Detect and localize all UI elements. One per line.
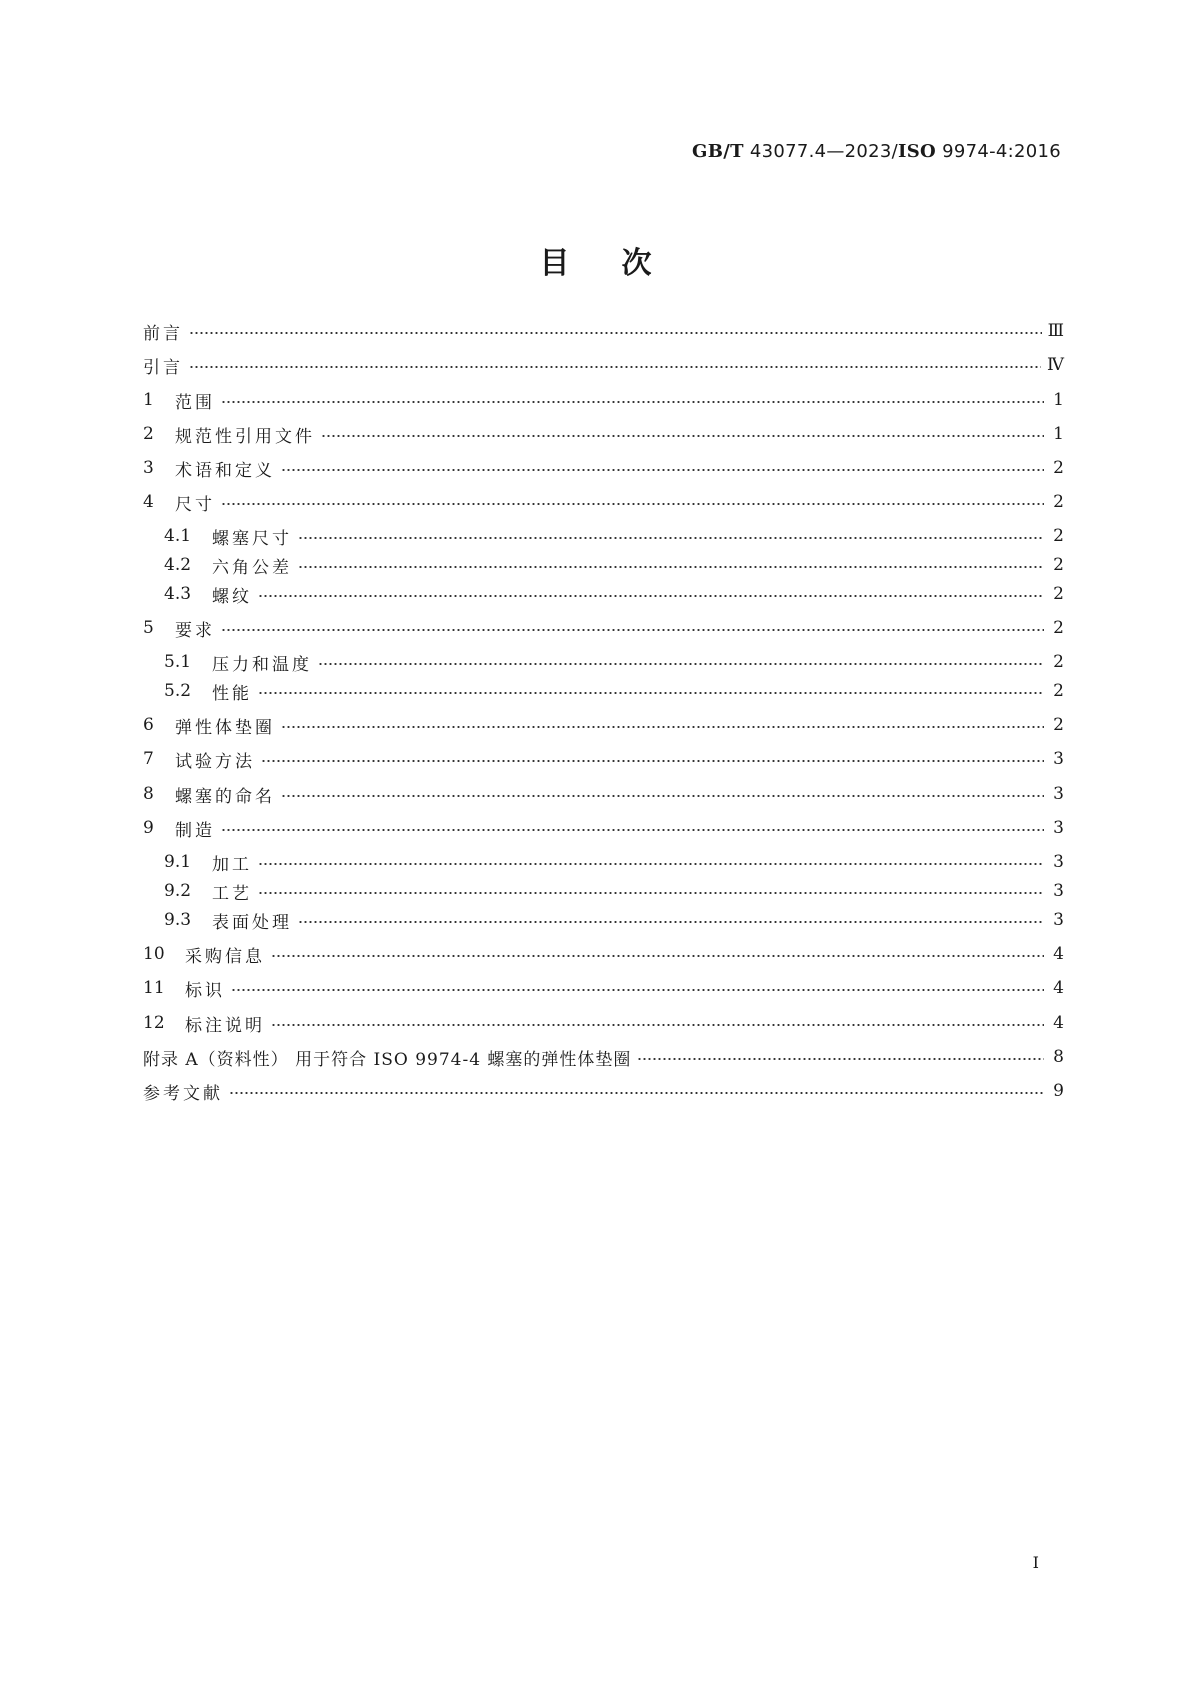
toc-entry-page: 3 — [1053, 910, 1064, 930]
toc-entry-test-methods[interactable] — [143, 744, 1064, 774]
toc-entry-page: 3 — [1053, 784, 1064, 804]
toc-entry-annex-a[interactable] — [143, 1042, 1064, 1072]
toc-entry-page: 2 — [1053, 555, 1064, 575]
dot-leader — [221, 503, 1044, 505]
toc-entry-performance[interactable] — [143, 676, 1064, 706]
toc-entry-label: 参考文献 — [143, 1083, 223, 1104]
dot-leader — [298, 921, 1044, 923]
toc-entry-page: 3 — [1053, 818, 1064, 838]
toc-entry-number: 5.2 — [164, 681, 192, 701]
toc-entry-number: 4.1 — [164, 526, 192, 546]
table-of-contents — [143, 0, 1064, 1685]
toc-entry-label: 弹性体垫圈 — [175, 717, 275, 738]
toc-entry-label: 制造 — [175, 820, 215, 841]
toc-entry-page: 2 — [1053, 584, 1064, 604]
toc-entry-number: 9.2 — [164, 881, 192, 901]
dot-leader — [271, 1024, 1044, 1026]
toc-entry-label: 尺寸 — [175, 494, 215, 515]
std-prefix: GB/T — [692, 141, 744, 162]
toc-entry-label: 性能 — [212, 683, 252, 704]
toc-entry-terms-definitions[interactable] — [143, 453, 1064, 483]
page-number: Ⅰ — [1032, 1553, 1039, 1572]
toc-entry-pressure-temperature[interactable] — [143, 647, 1064, 677]
toc-entry-page: Ⅲ — [1047, 321, 1064, 341]
toc-entry-page: 2 — [1053, 458, 1064, 478]
toc-entry-number: 5.1 — [164, 652, 192, 672]
toc-entry-label: 要求 — [175, 620, 215, 641]
toc-entry-label: 标注说明 — [185, 1015, 265, 1036]
dot-leader — [258, 863, 1044, 865]
toc-entry-marking[interactable] — [143, 973, 1064, 1003]
dot-leader — [261, 760, 1044, 762]
toc-entry-label: 工艺 — [212, 883, 252, 904]
toc-entry-number: 8 — [143, 784, 154, 804]
toc-entry-workmanship[interactable] — [143, 876, 1064, 906]
toc-entry-number: 4.2 — [164, 555, 192, 575]
toc-entry-page: 3 — [1053, 881, 1064, 901]
toc-entry-label: 六角公差 — [212, 557, 292, 578]
toc-entry-number: 6 — [143, 715, 154, 735]
page-title: 目次 — [539, 246, 704, 281]
toc-entry-label: 试验方法 — [175, 751, 255, 772]
toc-entry-number: 10 — [143, 944, 165, 964]
dot-leader — [189, 332, 1042, 334]
toc-entry-page: 2 — [1053, 618, 1064, 638]
dot-leader — [221, 401, 1044, 403]
toc-entry-page: 4 — [1053, 978, 1064, 998]
toc-entry-threads[interactable] — [143, 579, 1064, 609]
toc-entry-number: 7 — [143, 749, 154, 769]
toc-entry-dimensions[interactable] — [143, 487, 1064, 517]
toc-entry-page: 4 — [1053, 1013, 1064, 1033]
toc-entry-label: 附录 A（资料性） 用于符合 ISO 9974-4 螺塞的弹性体垫圈 — [143, 1049, 632, 1070]
toc-entry-label: 引言 — [143, 357, 183, 378]
toc-entry-number: 4 — [143, 492, 154, 512]
toc-entry-label: 压力和温度 — [212, 654, 312, 675]
toc-entry-label: 螺塞的命名 — [175, 786, 275, 807]
dot-leader — [221, 629, 1044, 631]
toc-entry-normative-references[interactable] — [143, 419, 1064, 449]
toc-entry-number: 3 — [143, 458, 154, 478]
toc-entry-label: 加工 — [212, 854, 252, 875]
toc-entry-page: 1 — [1053, 424, 1064, 444]
dot-leader — [229, 1092, 1044, 1094]
dot-leader — [321, 435, 1044, 437]
toc-entry-page: 3 — [1053, 749, 1064, 769]
toc-entry-label: 标识 — [185, 980, 225, 1001]
toc-entry-scope[interactable] — [143, 385, 1064, 415]
dot-leader — [271, 955, 1044, 957]
toc-entry-label: 前言 — [143, 323, 183, 344]
toc-entry-label: 术语和定义 — [175, 460, 275, 481]
toc-entry-introduction[interactable] — [143, 350, 1064, 380]
toc-entry-elastomeric-seal[interactable] — [143, 710, 1064, 740]
toc-entry-number: 9.1 — [164, 852, 192, 872]
toc-entry-page: 2 — [1053, 681, 1064, 701]
dot-leader — [258, 595, 1044, 597]
toc-entry-label: 采购信息 — [185, 946, 265, 967]
toc-entry-surface-treatment[interactable] — [143, 905, 1064, 935]
toc-entry-label: 范围 — [175, 392, 215, 413]
toc-entry-procurement-info[interactable] — [143, 939, 1064, 969]
dot-leader — [258, 892, 1044, 894]
toc-entry-number: 12 — [143, 1013, 165, 1033]
toc-entry-label: 螺塞尺寸 — [212, 528, 292, 549]
toc-entry-plug-dimensions[interactable] — [143, 521, 1064, 551]
dot-leader — [221, 829, 1044, 831]
toc-entry-number: 11 — [143, 978, 165, 998]
toc-entry-hex-tolerance[interactable] — [143, 550, 1064, 580]
toc-entry-page: 4 — [1053, 944, 1064, 964]
toc-entry-machining[interactable] — [143, 847, 1064, 877]
dot-leader — [281, 726, 1044, 728]
toc-entry-page: 1 — [1053, 390, 1064, 410]
toc-entry-page: 2 — [1053, 652, 1064, 672]
std-number: 43077.4—2023/ — [749, 141, 899, 162]
iso-prefix: ISO — [898, 141, 937, 162]
dot-leader — [318, 663, 1044, 665]
dot-leader — [281, 795, 1044, 797]
iso-number: 9974-4:2016 — [942, 141, 1061, 162]
dot-leader — [281, 469, 1044, 471]
toc-entry-number: 9 — [143, 818, 154, 838]
toc-entry-page: Ⅳ — [1047, 355, 1064, 375]
dot-leader — [298, 537, 1044, 539]
toc-entry-page: 9 — [1053, 1081, 1064, 1101]
dot-leader — [189, 366, 1041, 368]
toc-entry-plug-designation[interactable] — [143, 779, 1064, 809]
toc-entry-number: 9.3 — [164, 910, 192, 930]
toc-entry-page: 3 — [1053, 852, 1064, 872]
toc-entry-number: 2 — [143, 424, 154, 444]
dot-leader — [231, 989, 1044, 991]
toc-entry-label: 螺纹 — [212, 586, 252, 607]
toc-entry-identification-statement[interactable] — [143, 1008, 1064, 1038]
toc-entry-page: 2 — [1053, 526, 1064, 546]
dot-leader — [258, 692, 1044, 694]
toc-entry-bibliography[interactable] — [143, 1076, 1064, 1106]
toc-entry-number: 1 — [143, 390, 154, 410]
toc-entry-page: 8 — [1053, 1047, 1064, 1067]
dot-leader — [298, 566, 1044, 568]
toc-entry-number: 5 — [143, 618, 154, 638]
toc-entry-foreword[interactable] — [143, 316, 1064, 346]
toc-entry-number: 4.3 — [164, 584, 192, 604]
dot-leader — [637, 1058, 1044, 1060]
toc-entry-label: 规范性引用文件 — [175, 426, 315, 447]
toc-entry-requirements[interactable] — [143, 613, 1064, 643]
toc-entry-page: 2 — [1053, 492, 1064, 512]
toc-entry-page: 2 — [1053, 715, 1064, 735]
toc-entry-manufacture[interactable] — [143, 813, 1064, 843]
toc-entry-label: 表面处理 — [212, 912, 292, 933]
